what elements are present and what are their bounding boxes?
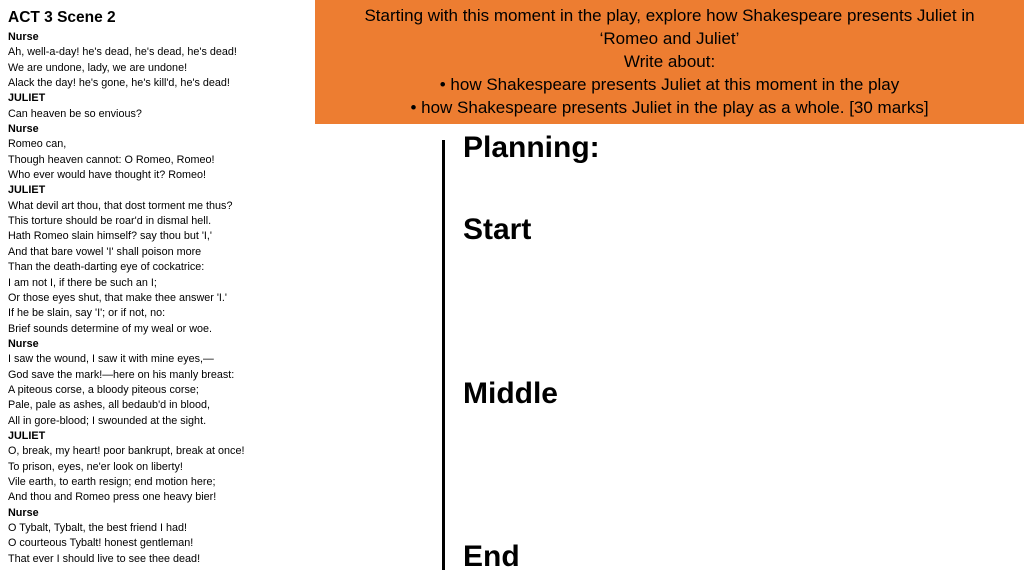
verse-line: This torture should be roar'd in dismal hell. [8, 215, 212, 228]
speaker-name: Nurse [8, 123, 39, 136]
task-line: • how Shakespeare presents Juliet in the play as a whole. [30 marks] [410, 98, 929, 117]
verse-line: Than the death-darting eye of cockatrice: [8, 261, 205, 274]
verse-line: O Tybalt, Tybalt, the best friend I had! [8, 522, 188, 534]
verse-line: Brief sounds determine of my weal or woe. [8, 322, 213, 335]
verse-line: I am not I, if there be such an I; [8, 276, 157, 289]
verse-line: God save the mark!—here on his manly breast: [8, 368, 235, 381]
speaker-name: Nurse [8, 337, 39, 350]
verse-line: And thou and Romeo press one heavy bier! [8, 491, 217, 504]
speaker-name: JULIET [8, 92, 46, 105]
verse-line: That ever I should live to see thee dead! [8, 552, 201, 565]
task-line: Starting with this moment in the play, explore how Shakespeare presents Juliet in [364, 6, 975, 25]
task-box [315, 0, 1024, 124]
verse-line: To prison, eyes, ne'er look on liberty! [8, 460, 183, 473]
verse-line: A piteous corse, a bloody piteous corse; [8, 383, 199, 396]
speaker-name: Nurse [8, 31, 39, 43]
middle-heading: Middle [463, 377, 558, 410]
speaker-name: JULIET [8, 429, 46, 442]
verse-line: O, break, my heart! poor bankrupt, break at once! [8, 445, 245, 458]
verse-line: All in gore-blood; I swounded at the sight. [8, 414, 207, 427]
verse-line: Romeo can, [8, 138, 67, 151]
verse-line: Though heaven cannot: O Romeo, Romeo! [8, 153, 215, 166]
verse-line: Who ever would have thought it? Romeo! [8, 169, 207, 182]
verse-line: Hath Romeo slain himself? say thou but 'I,' [8, 230, 212, 243]
verse-line: O courteous Tybalt! honest gentleman! [8, 537, 194, 550]
verse-line: If he be slain, say 'I'; or if not, no: [8, 307, 166, 320]
verse-line: Ah, well-a-day! he's dead, he's dead, he's dead! [8, 46, 237, 59]
verse-line: Or those eyes shut, that make thee answer 'I.' [8, 291, 227, 304]
extract-panel [8, 8, 308, 567]
verse-line: And that bare vowel 'I' shall poison more [8, 245, 202, 258]
speaker-name: Nurse [8, 506, 39, 519]
speaker-name: JULIET [8, 184, 46, 197]
verse-line: We are undone, lady, we are undone! [8, 61, 188, 74]
end-heading: End [463, 540, 520, 573]
task-line: ‘Romeo and Juliet’ [599, 29, 740, 48]
verse-line: Pale, pale as ashes, all bedaub'd in blood, [8, 399, 210, 412]
verse-line: Alack the day! he's gone, he's kill'd, he's dead! [8, 77, 230, 90]
extract-lines [8, 30, 308, 567]
verse-line: Can heaven be so envious? [8, 107, 142, 120]
planning-heading: Planning: [463, 131, 600, 164]
vertical-divider [442, 140, 445, 570]
task-line: • how Shakespeare presents Juliet at this moment in the play [439, 75, 900, 94]
task-line: Write about: [623, 52, 716, 71]
extract-title: ACT 3 Scene 2 [8, 9, 116, 26]
verse-line: What devil art thou, that dost torment me thus? [8, 199, 233, 212]
verse-line: I saw the wound, I saw it with mine eyes,— [8, 353, 214, 366]
verse-line: Vile earth, to earth resign; end motion here; [8, 475, 216, 488]
start-heading: Start [463, 213, 532, 246]
